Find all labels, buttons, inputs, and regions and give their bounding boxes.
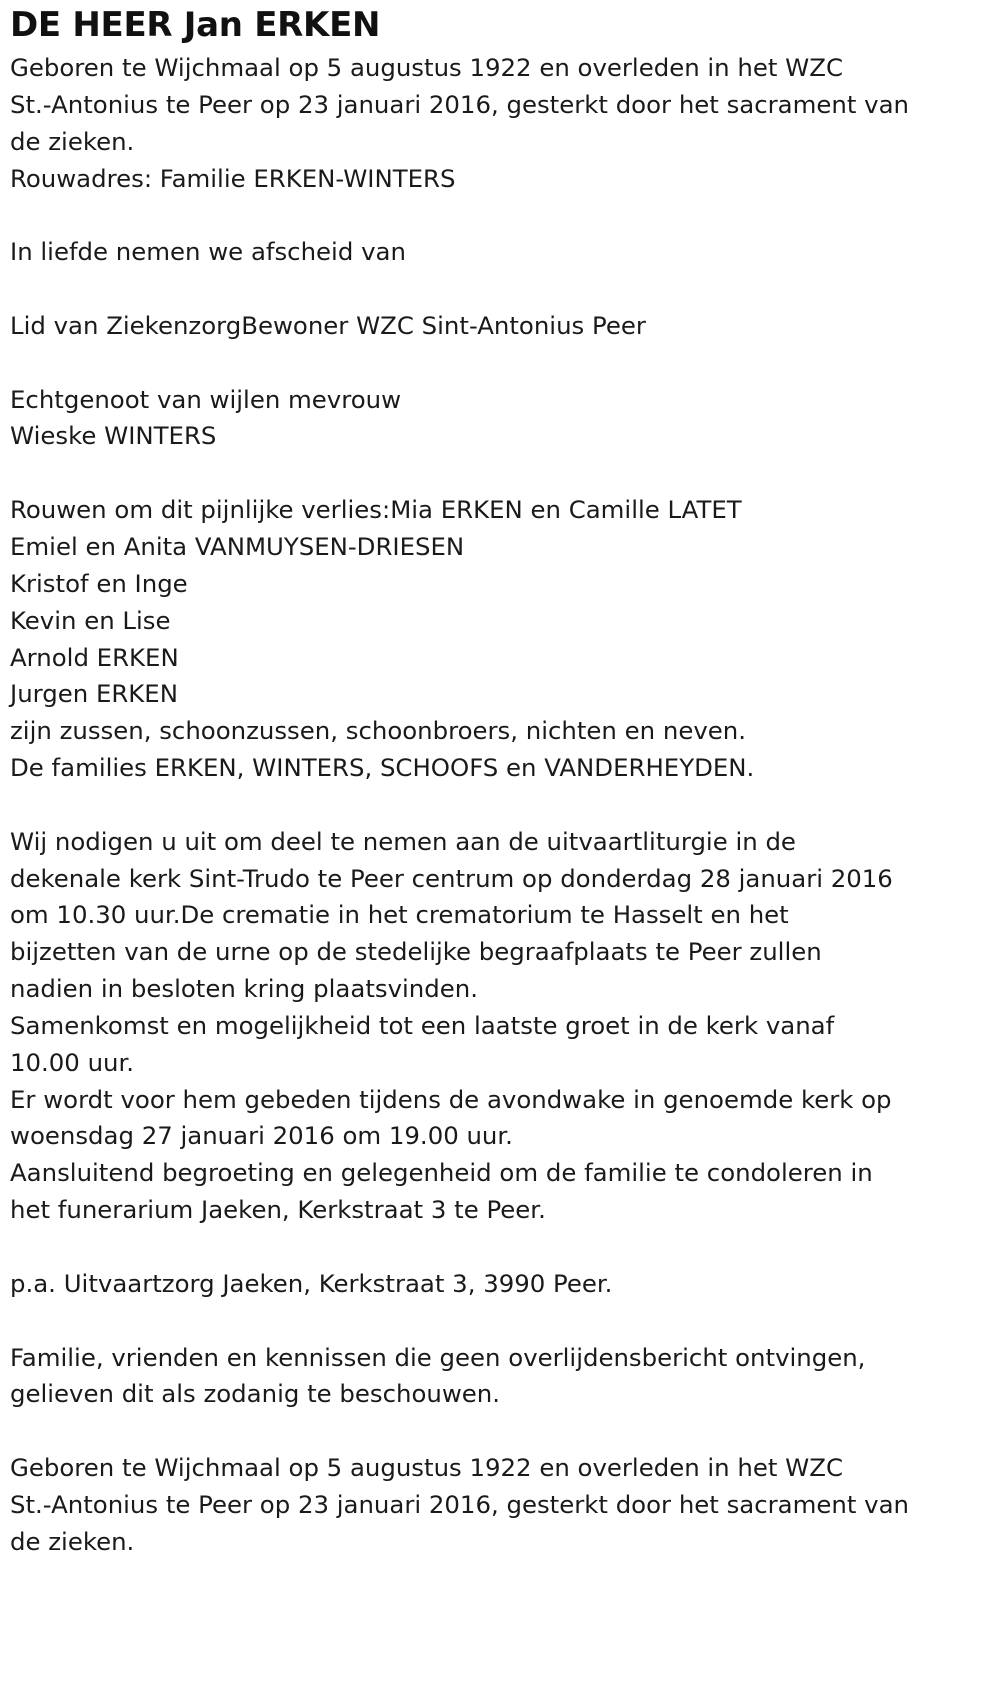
- note-section: [10, 1340, 995, 1414]
- spouse-name: Wieske WINTERS: [10, 421, 217, 451]
- ceremony-section: [10, 824, 995, 1229]
- intro-line: Geboren te Wijchmaal op 5 augustus 1922 en overleden in het WZC: [10, 53, 844, 82]
- ceremony-line: Er wordt voor hem gebeden tijdens de avondwake in genoemde kerk op: [10, 1084, 892, 1114]
- ceremony-line: dekenale kerk Sint-Trudo te Peer centrum op donderdag 28 januari 2016: [10, 863, 893, 893]
- mourner-line: De families ERKEN, WINTERS, SCHOOFS en VANDERHEYDEN.: [10, 753, 755, 783]
- mourner-line: Arnold ERKEN: [10, 642, 179, 672]
- mourners-section: [10, 492, 995, 787]
- spouse-line: Echtgenoot van wijlen mevrouw: [10, 384, 402, 414]
- spouse-section: [10, 382, 995, 456]
- spacer: [10, 1413, 995, 1450]
- ceremony-line: Samenkomst en mogelijkheid tot een laatste groet in de kerk vanaf: [10, 1010, 835, 1040]
- spacer: [10, 1229, 995, 1266]
- ceremony-line: Aansluitend begroeting en gelegenheid om de familie te condoleren in: [10, 1158, 873, 1188]
- ceremony-line: nadien in besloten kring plaatsvinden.: [10, 974, 478, 1004]
- repeat-line: de zieken.: [10, 1526, 135, 1556]
- note-line: Familie, vrienden en kennissen die geen overlijdensbericht ontvingen,: [10, 1342, 866, 1372]
- intro-section: [10, 50, 995, 197]
- repeat-section: [10, 1450, 995, 1561]
- mourner-line: Rouwen om dit pijnlijke verlies:Mia ERKEN en Camille LATET: [10, 495, 742, 525]
- repeat-line: Geboren te Wijchmaal op 5 augustus 1922 en overleden in het WZC: [10, 1453, 844, 1483]
- ceremony-line: bijzetten van de urne op de stedelijke begraafplaats te Peer zullen: [10, 937, 822, 967]
- mourner-line: Emiel en Anita VANMUYSEN-DRIESEN: [10, 531, 465, 561]
- mourning-address: Rouwadres: Familie ERKEN-WINTERS: [10, 163, 456, 193]
- ceremony-line: om 10.30 uur.De crematie in het crematorium te Hasselt en het: [10, 900, 789, 930]
- spacer: [10, 345, 995, 382]
- ceremony-line: het funerarium Jaeken, Kerkstraat 3 te Peer.: [10, 1195, 546, 1225]
- mourner-line: Kevin en Lise: [10, 605, 171, 635]
- spacer: [10, 1303, 995, 1340]
- mourner-line: zijn zussen, schoonzussen, schoonbroers, nichten en neven.: [10, 716, 746, 746]
- membership-line: Lid van ZiekenzorgBewoner WZC Sint-Antonius Peer: [10, 310, 646, 340]
- farewell-line: In liefde nemen we afscheid van: [10, 237, 406, 267]
- mourner-line: Jurgen ERKEN: [10, 679, 178, 709]
- ceremony-line: Wij nodigen u uit om deel te nemen aan de uitvaartliturgie in de: [10, 826, 796, 856]
- repeat-line: St.-Antonius te Peer op 23 januari 2016, gesterkt door het sacrament van: [10, 1489, 910, 1519]
- death-notice: [10, 2, 995, 1561]
- ceremony-line: woensdag 27 januari 2016 om 19.00 uur.: [10, 1121, 513, 1151]
- intro-line: de zieken.: [10, 126, 135, 156]
- spacer: [10, 455, 995, 492]
- spacer: [10, 197, 995, 234]
- spacer: [10, 787, 995, 824]
- postal-address: p.a. Uitvaartzorg Jaeken, Kerkstraat 3, 3990 Peer.: [10, 1268, 613, 1298]
- note-line: gelieven dit als zodanig te beschouwen.: [10, 1379, 501, 1409]
- mourner-line: Kristof en Inge: [10, 568, 188, 598]
- spacer: [10, 271, 995, 308]
- notice-title: DE HEER Jan ERKEN: [10, 5, 381, 45]
- ceremony-line: 10.00 uur.: [10, 1047, 135, 1077]
- intro-line: St.-Antonius te Peer op 23 januari 2016, gesterkt door het sacrament van: [10, 89, 910, 119]
